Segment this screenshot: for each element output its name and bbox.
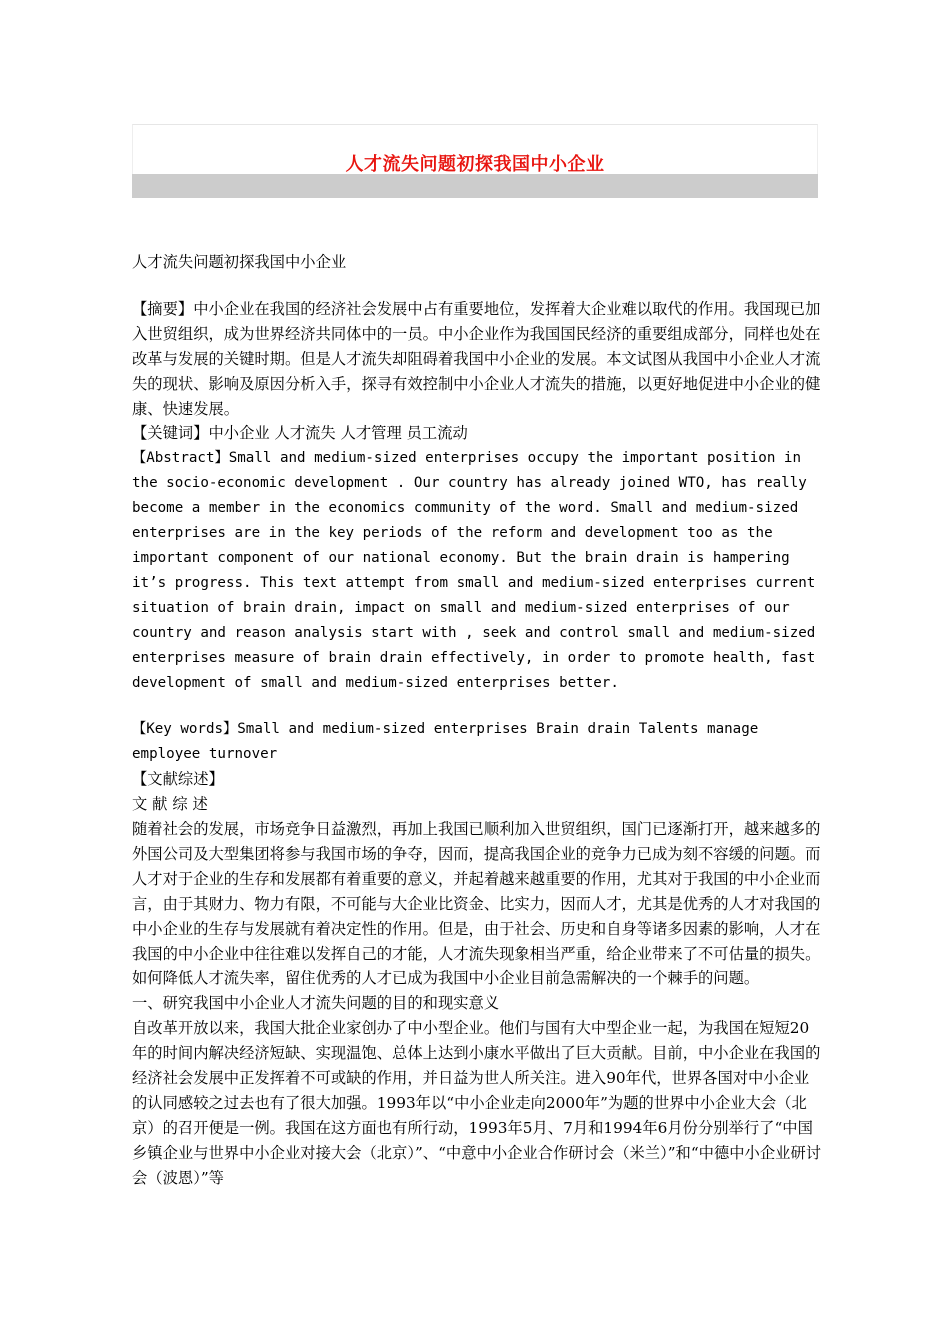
literature-review-label: 【文献综述】 bbox=[132, 770, 224, 789]
abstract-english: 【Abstract】Small and medium-sized enterprises occupy the important position in the socio-economic development . Our country has already joined WTO, has really become a member in the economics community of the word. Small and medium-sized enterprises are in the key periods of the reform and development too as the important component of our national economy. But the brain drain is hampering it’s progress. This text attempt from small and medium-sized enterprises current situation of brain drain, impact on small and medium-sized enterprises of our country and reason analysis start with , seek and control small and medium-sized enterprises measure of brain drain effectively, in order to promote health, fast development of small and medium-sized enterprises better. bbox=[132, 450, 824, 691]
keywords-chinese: 【关键词】中小企业 人才流失 人才管理 员工流动 bbox=[132, 424, 468, 443]
section-1-heading: 一、研究我国中小企业人才流失问题的目的和现实意义 bbox=[132, 994, 500, 1013]
literature-review-body: 随着社会的发展，市场竞争日益激烈，再加上我国已顺利加入世贸组织，国门已逐渐打开，越来越多的外国公司及大型集团将参与我国市场的争夺，因而，提高我国企业的竞争力已成为刻不容缓的问题。而人才对于企业的生存和发展都有着重要的意义，并起着越来越重要的作用，尤其对于我国的中小企业而言，由于其财力、物力有限，不可能与大企业比资金、比实力，因而人才，尤其是优秀的人才对我国的中小企业的生存与发展就有着决定性的作用。但是，由于社会、历史和自身等诸多因素的影响，人才在我国的中小企业中往往难以发挥自己的才能，人才流失现象相当严重，给企业带来了不可估量的损失。如何降低人才流失率，留住优秀的人才已成为我国中小企业目前急需解决的一个棘手的问题。 bbox=[132, 820, 821, 988]
literature-review-heading: 文 献 综 述 bbox=[132, 795, 208, 814]
document-heading: 人才流失问题初探我国中小企业 bbox=[132, 253, 347, 271]
abstract-chinese: 【摘要】中小企业在我国的经济社会发展中占有重要地位，发挥着大企业难以取代的作用。我国现已加入世贸组织，成为世界经济共同体中的一员。中小企业作为我国国民经济的重要组成部分，同样也处在改革与发展的关键时期。但是人才流失却阻碍着我国中小企业的发展。本文试图从我国中小企业人才流失的现状、影响及原因分析入手，探寻有效控制中小企业人才流失的措施，以更好地促进中小企业的健康、快速发展。 bbox=[132, 299, 821, 418]
header-divider-bar bbox=[132, 174, 818, 198]
keywords-english: 【Key words】Small and medium-sized enterprises Brain drain Talents manage employee turnover bbox=[132, 721, 767, 763]
header-title-box bbox=[132, 124, 818, 174]
page-title: 人才流失问题初探我国中小企业 bbox=[345, 153, 605, 175]
section-1-body: 自改革开放以来，我国大批企业家创办了中小型企业。他们与国有大中型企业一起，为我国在短短20年的时间内解决经济短缺、实现温饱、总体上达到小康水平做出了巨大贡献。目前，中小企业在我国的经济社会发展中正发挥着不可或缺的作用，并日益为世人所关注。进入90年代，世界各国对中小企业的认同感较之过去也有了很大加强。1993年以“中小企业走向2000年”为题的世界中小企业大会（北京）的召开便是一例。我国在这方面也有所行动，1993年5月、7月和1994年6月份分别举行了“中国乡镇企业与世界中小企业对接大会（北京）”、“中意中小企业合作研讨会（米兰）”和“中德中小企业研讨会（波恩）”等 bbox=[132, 1019, 822, 1187]
document-body bbox=[132, 250, 822, 1191]
spacer bbox=[132, 275, 822, 297]
page-header bbox=[132, 124, 818, 198]
spacer bbox=[132, 695, 822, 717]
